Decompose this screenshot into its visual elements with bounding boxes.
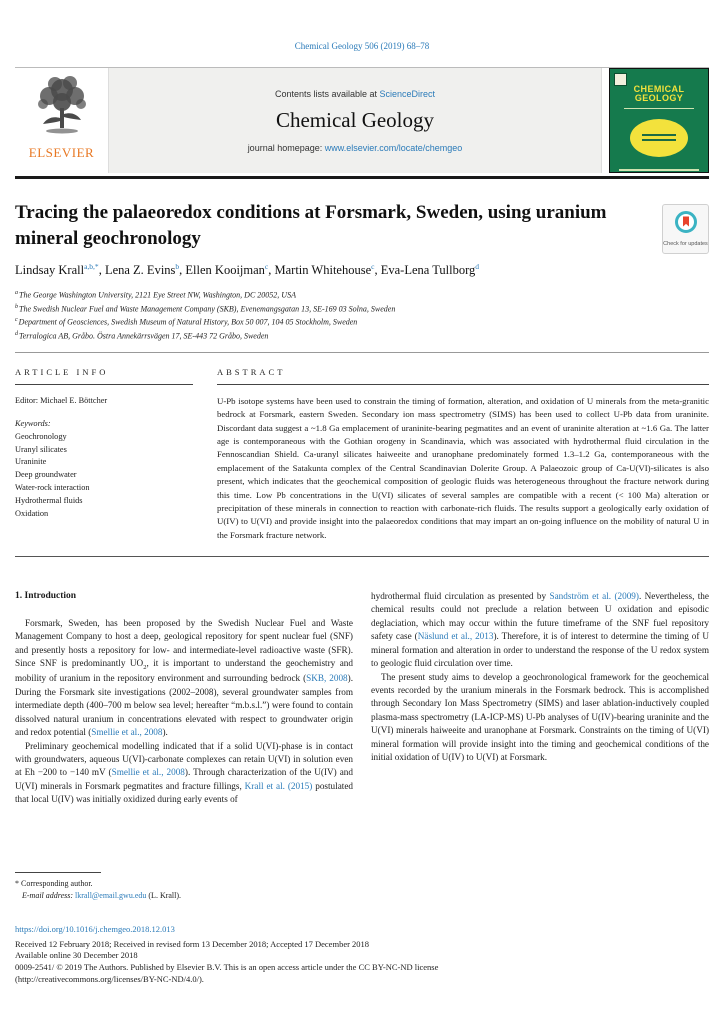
article-body <box>15 590 709 807</box>
journal-title: Chemical Geology <box>275 107 435 132</box>
keyword: Oxidation <box>15 508 49 518</box>
abstract-heading: ABSTRACT <box>217 367 709 385</box>
affiliation: $^a$The George Washington University, 2121 Eye Street NW, Washington, DC 20052, USA <box>15 290 296 300</box>
citation-link[interactable]: Krall et al. (2015) <box>244 780 313 791</box>
copyright-line: 0009-2541/ © 2019 The Authors. Published by Elsevier B.V. This is an open access article under the CC BY-NC-ND license <box>15 962 439 973</box>
journal-reference-link[interactable]: Chemical Geology 506 (2019) 68–78 <box>294 41 430 51</box>
check-for-updates-icon <box>674 210 698 239</box>
affiliation: $^b$The Swedish Nuclear Fuel and Waste Management Company (SKB), Evenemangsgatan 13, SE-169 03 Solna, Sweden <box>15 303 396 314</box>
abstract-column <box>217 367 709 542</box>
article-info-heading: ARTICLE INFO <box>15 367 193 385</box>
keyword: Hydrothermal fluids <box>15 496 83 506</box>
corresponding-author-note: * Corresponding author. <box>15 879 93 888</box>
elsevier-tree-icon <box>31 74 93 143</box>
license-line: (http://creativecommons.org/licenses/BY-NC-ND/4.0/). <box>15 973 204 984</box>
keywords-label: Keywords: <box>15 418 51 428</box>
author: Ellen Kooijman$^c$ , <box>185 263 274 277</box>
cover-footline <box>619 169 699 171</box>
info-abstract-section <box>15 352 709 557</box>
footnote-rule <box>15 872 101 873</box>
cover-issn-mark <box>614 73 627 86</box>
article-info-column <box>15 367 193 542</box>
email-link[interactable]: lkrall@email.gwu.edu <box>75 891 147 900</box>
author-affiliation-sup[interactable]: c <box>371 262 375 271</box>
author-affiliation-sup[interactable]: b <box>175 262 180 271</box>
citation-link[interactable]: Näslund et al., 2013 <box>417 631 494 642</box>
sciencedirect-link[interactable]: ScienceDirect <box>379 88 436 99</box>
citation-link[interactable]: Sandström et al. (2009) <box>549 591 639 601</box>
author: Martin Whitehouse$^c$ , <box>275 263 381 277</box>
elsevier-wordmark: ELSEVIER <box>28 145 95 160</box>
email-line: E-mail address: lkrall@email.gwu.edu (L. Krall). <box>22 891 182 900</box>
editor-line: Editor: Michael E. Böttcher <box>15 396 108 405</box>
elsevier-logo[interactable] <box>15 68 108 173</box>
homepage-line: journal homepage: www.elsevier.com/locate/chemgeo <box>247 142 463 153</box>
keyword: Uraninite <box>15 457 47 467</box>
body-column-right <box>371 590 709 807</box>
body-column-left <box>15 590 353 807</box>
author-affiliation-sup[interactable]: d <box>475 262 480 271</box>
affiliation: $^d$Terralogica AB, Gråbo. Östra Annekärrsvägen 17, SE-443 72 Gråbo, Sweden <box>15 330 269 341</box>
journal-cover-thumbnail[interactable] <box>609 68 709 173</box>
affiliation-list <box>15 289 709 343</box>
citation-link[interactable]: Smellie et al., 2008 <box>91 727 163 738</box>
footnote-block <box>15 872 355 902</box>
cover-ellipse-graphic <box>630 119 688 157</box>
check-for-updates-button[interactable] <box>662 204 709 254</box>
available-online-line: Available online 30 December 2018 <box>15 950 138 961</box>
received-line: Received 12 February 2018; Received in revised form 13 December 2018; Accepted 17 December 2018 <box>15 938 370 949</box>
journal-header <box>15 67 709 173</box>
citation-link[interactable]: Smellie et al., 2008 <box>111 767 185 778</box>
cover-divider <box>624 108 694 109</box>
abstract-text: U-Pb isotope systems have been used to constrain the timing of formation, alteration, and oxidation of U minerals from the meta-granitic bedrock at Forsmark, eastern Sweden. Secondary ion mass spectrometry (SIMS) has been used to collect U-Pb data from uraninite. Discordant data suggest a ~1.8 Ga emplacement of uraninite-bearing pegmatites and an event of uraninite alteration at ~1.6 Ga. The latter age is contemporaneous with the Gothian orogeny in Scandinavia, which was associated with hydrothermal fluid circulation in the Fennoscandian Shield. Ca-uranyl silicates haiweeite and uranophane predominately formed 1.3–1.2 Ga, contemporaneous with the emplacement of the Satakunta complex of the Central Scandinavian Dolerite Group. A Palaeozoic group of Ca-U(VI)-silicates is also present, which indicates that the geochemical composition of geologic fluids was heterogeneous throughout the fracture network during this time. Low Pb concentrations in the U(VI) silicates of several samples are compatible with a recent (< 100 Ma) alteration or precipitation of these minerals in connection to reaction with carbonate-rich fluids. The results support a geologically early oxidation of U(IV) to U(VI) and provide insight into the palaeoredox conditions that may impart an on-going influence on the mobility of natural U in the Forsmark fracture network. <box>217 396 709 540</box>
check-for-updates-label: Check for updates <box>663 241 708 248</box>
doi-link[interactable]: https://doi.org/10.1016/j.chemgeo.2018.12.013 <box>15 924 175 934</box>
journal-homepage-link[interactable]: www.elsevier.com/locate/chemgeo <box>324 142 463 153</box>
article-title: Tracing the palaeoredox conditions at Forsmark, Sweden, using uranium mineral geochronology <box>15 202 607 249</box>
introduction-text-right: hydrothermal fluid circulation as presented by Sandström et al. (2009). Nevertheless, the chemical results could not preclude a relation between U oxidation and episodic deglaciation, which may occur within the future timeframe of the SNF fuel repository safety case (Näslund et al., 2013). Therefore, it is of interest to determine the timing of U mineral formation and alteration in order to understand the response of the U redox system to geologic fluid circulation over time. The present study aims to develop a geochronological framework for the geochemical events recorded by the uranium minerals in the Forsmark bedrock. This is accomplished through Secondary Ion Mass Spectrometry (SIMS) and laser ablation-inductively coupled plasma-mass spectrometry (LA-ICP-MS) U-Pb analyses of U(IV)-bearing uraninite and the U(VI) minerals haiweeite and uranophane at Forsmark. Constraints on the timing of U(VI) mineral formation will provide insight into the timing and geochemical conditions of the initial oxidation of U(IV) to U(VI) at Forsmark. <box>371 591 710 763</box>
author: Eva-Lena Tullborg$^d$ <box>380 262 480 278</box>
author: Lindsay Krall$^{a,b,*}$ , <box>15 263 105 277</box>
author-affiliation-sup[interactable]: c <box>264 262 269 271</box>
introduction-text-left: Forsmark, Sweden, has been proposed by the Swedish Nuclear Fuel and Waste Management Company to host a deep, geological repository for spent nuclear fuel (SNF) and presently hosts a repository for low- and intermediate-level radioactive waste (SFR). Since SNF is predominantly $UO_2$, it is important to understand the geochemistry and mobility of uranium in the repository environment and surrounding bedrock (SKB, 2008). During the Forsmark site investigations (2002–2008), several groundwater samples from intermediate depth (400–700 m below sea level; hereafter “m.b.s.l.”) were found to contain dissolved natural uranium in concentrations elevated with respect to groundwater origin and redox potential (Smellie et al., 2008). Preliminary geochemical modelling indicated that if a solid U(VI)-phase is in contact with groundwaters, aqueous U(VI)-carbonate complexes can retain U(VI) in solution even at Eh −200 to −140 mV (Smellie et al., 2008). Through characterization of the U(IV) and U(VI) minerals in Forsmark pegmatites and fracture fillings, Krall et al. (2015) postulated that local U(IV) was initially oxidized during early events of <box>15 617 353 805</box>
journal-masthead <box>108 68 602 173</box>
footer-block <box>15 924 709 986</box>
author: Lena Z. Evins$^b$ , <box>105 263 185 277</box>
affiliation: $^c$Department of Geosciences, Swedish Museum of Natural History, Box 50 007, 104 05 Stockholm, Sweden <box>15 317 358 327</box>
author-affiliation-sup[interactable]: a,b,* <box>84 262 99 271</box>
citation-link[interactable]: SKB, 2008 <box>306 673 348 684</box>
section-heading-introduction: 1. Introduction <box>15 591 77 601</box>
keyword: Deep groundwater <box>15 470 77 480</box>
header-rule <box>15 176 709 179</box>
keyword: Uranyl silicates <box>15 444 67 454</box>
cover-title: CHEMICAL GEOLOGY <box>633 84 685 104</box>
author-list <box>15 262 709 278</box>
contents-line: Contents lists available at ScienceDirect <box>274 88 436 99</box>
keyword: Geochronology <box>15 431 67 441</box>
keyword: Water-rock interaction <box>15 483 90 493</box>
